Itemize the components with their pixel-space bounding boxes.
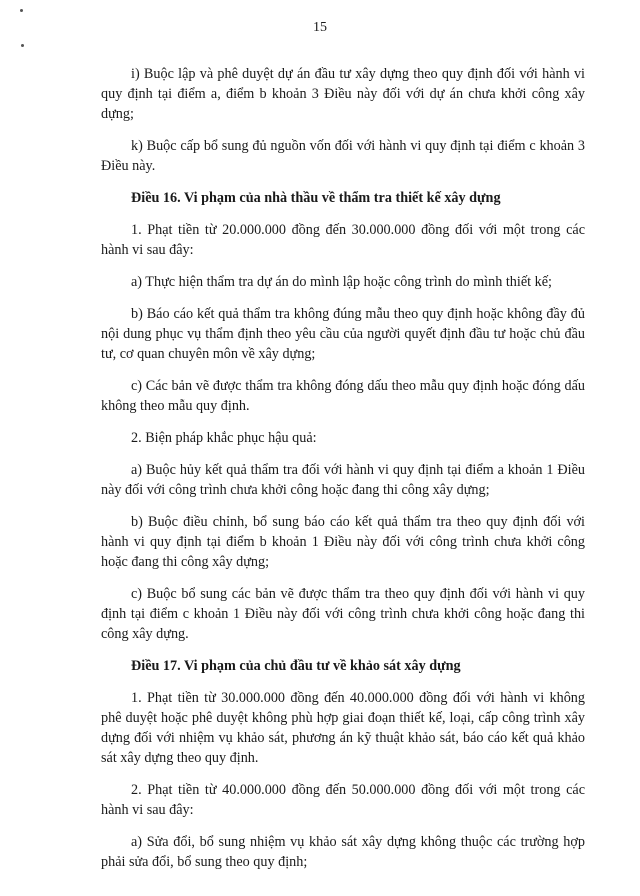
article-17-item-2a: a) Sửa đổi, bổ sung nhiệm vụ khảo sát xây dựng không thuộc các trường hợp phải sửa đổi, bổ sung theo quy định;	[101, 834, 585, 870]
article-16-item-2b: b) Buộc điều chỉnh, bổ sung báo cáo kết quả thẩm tra theo quy định đối với hành vi quy định tại điểm b khoản 1 Điều này đối với công trình chưa khởi công hoặc đang thi công xây dựng;	[101, 514, 585, 570]
article-17-heading: Điều 17. Vi phạm của chủ đầu tư về khảo sát xây dựng	[131, 658, 461, 674]
article-16-item-2: 2. Biện pháp khắc phục hậu quả:	[131, 430, 317, 446]
article-16-item-2a: a) Buộc hủy kết quả thẩm tra đối với hành vi quy định tại điểm a khoản 1 Điều này đối với công trình chưa khởi công hoặc đang thi công xây dựng;	[101, 462, 585, 498]
page-number: 15	[313, 20, 327, 35]
article-16-item-1: 1. Phạt tiền từ 20.000.000 đồng đến 30.000.000 đồng đối với một trong các hành vi sau đây:	[101, 222, 585, 258]
scan-speck	[20, 9, 23, 12]
article-16-item-2c: c) Buộc bổ sung các bản vẽ được thẩm tra theo quy định đối với hành vi quy định tại điểm c khoản 1 Điều này đối với công trình chưa khởi công hoặc đang thi công xây dựng.	[101, 586, 585, 642]
scan-speck	[21, 44, 24, 47]
article-16-heading: Điều 16. Vi phạm của nhà thầu về thẩm tra thiết kế xây dựng	[131, 190, 501, 206]
clause-i: i) Buộc lập và phê duyệt dự án đầu tư xây dựng theo quy định đối với hành vi quy định tại điểm a, điểm b khoản 3 Điều này đối với dự án chưa khởi công xây dựng;	[101, 66, 585, 122]
clause-k: k) Buộc cấp bổ sung đủ nguồn vốn đối với hành vi quy định tại điểm c khoản 3 Điều này.	[101, 138, 585, 174]
article-16-item-1b: b) Báo cáo kết quả thẩm tra không đúng mẫu theo quy định hoặc không đầy đủ nội dung phục vụ thẩm định theo yêu cầu của người quyết định đầu tư hoặc chủ đầu tư, cơ quan chuyên môn về xây dựng;	[101, 306, 585, 362]
document-body	[101, 64, 585, 884]
article-16-item-1c: c) Các bản vẽ được thẩm tra không đóng dấu theo mẫu quy định hoặc đóng dấu không theo mẫu quy định.	[101, 378, 585, 414]
article-17-item-2: 2. Phạt tiền từ 40.000.000 đồng đến 50.000.000 đồng đối với một trong các hành vi sau đây:	[101, 782, 585, 818]
article-17-item-1: 1. Phạt tiền từ 30.000.000 đồng đến 40.000.000 đồng đối với hành vi không phê duyệt hoặc phê duyệt không phù hợp giai đoạn thiết kế, loại, cấp công trình xây dựng đối với nhiệm vụ khảo sát, phương án kỹ thuật khảo sát, báo cáo kết quả khảo sát xây dựng theo quy định.	[101, 690, 585, 766]
article-16-item-1a: a) Thực hiện thẩm tra dự án do mình lập hoặc công trình do mình thiết kế;	[131, 274, 552, 290]
